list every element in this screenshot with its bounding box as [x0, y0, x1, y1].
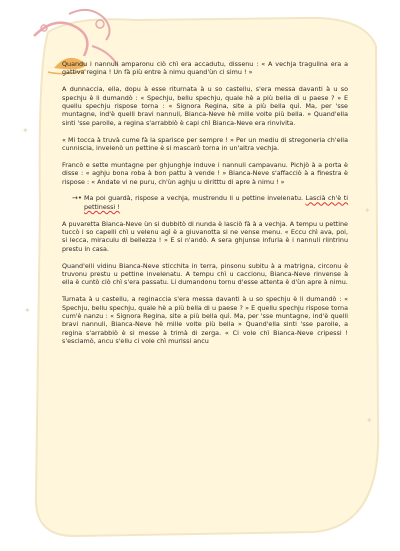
paragraph: Quandu i nannuli amparonu ciò chì era accadutu, dissenu : « A vechja tragulina era a gattiva regina ! Un fà più entre à nimu quand'ùn ci simu ! »: [62, 60, 348, 77]
indented-dialogue-text: Ma poi guardà, rispose a vechja, mustrendu li u pettine invelenatu. Lascià ch'è ti pettinessi !: [84, 194, 348, 211]
star-icon: ✦: [24, 306, 31, 315]
spellcheck-underlined-text: Lascià ch'è ti pettinessi !: [84, 194, 348, 211]
paragraph: A dunnaccia, ella, dopu à esse riturnata à u so castellu, s'era messa davanti à u so spechju è li dumandò : « Spechju, bellu spechju, quale hè a più bella di u paese ? » E quellu spechju rispose torna : « Signora Regina, site a più bella quì. Ma, per 'sse muntagne, ind'è quelli bravi nannuli, Bianca-Neve hè mille volte più bella. » Quand'ella sinti 'sse parolle, a regina s'arrabbiò è capi chì Bianca-Neve era rinvivita.: [62, 85, 348, 127]
indented-dialogue: [72, 194, 348, 211]
paragraph: A puvaretta Bianca-Neve ùn si dubbitò di nunda è lasciò fà à a vechja. A tempu u pettine tuccò i so capelli chì u velenu agì è a giuvanotta si ne vense menu. « Eccu chì ava, poi, si lecca, miraculu di bellezza ! » E si n'andò. A sera ghjunse infuria è i nannuli riintrinu prestu in casa.: [62, 219, 348, 253]
story-text: [62, 60, 348, 346]
star-icon: ✦: [366, 416, 373, 425]
star-icon: ✦: [22, 126, 29, 135]
paragraph: Turnata à u castellu, a reginaccia s'era messa davanti à u so spechju è li dumandò : « Spechju, bellu spechju, quale hè a più bella di u paese ? » E quellu spechju rispose torna cum'è nanzu : « Signora Regina, site a più bella quì. Ma, per 'sse muntagne, ind'è quelli bravi nannuli, Bianca-Neve hè mille volte più bella » Quand'ella sinti 'sse parolle, a regina s'arrabbiò è si messe à trimà di zerga. « Ci vole chì Bianca-Neve cripessi ! s'esclamò, ancu s'ellu ci vole chì murissi ancu: [62, 295, 348, 346]
paragraph: « Mi tocca à truvà cume fà la sparisce per sempre ! » Per un mediu di stregoneria ch'ella cunniscia, invelenò un pettine è si mascarò torna in un'altra vechja.: [62, 135, 348, 153]
star-icon: ✦: [364, 206, 371, 215]
paragraph: Quand'elli vidinu Bianca-Neve sticchita in terra, pinsonu subitu à a matrigna, circonu è truvonu prestu u pettine invelenatu. A tempu chì u caccionu, Bianca-Neve rinvense à ella è cuntò ciò chì s'era passatu. Li dumandonu tornu d'esse attenta è d'ùn apre à nimu.: [62, 261, 348, 287]
arrow-bullet-icon: →•: [72, 194, 82, 203]
paragraph: Francò e sette muntagne per ghjunghje induve i nannuli campavanu. Pichjò à a porta è disse : « aghju bona roba à bon pattu à vende ! » Bianca-Neve s'affacciò à a finestra è rispose : « Andate vi ne puru, ch'ùn aghju u diritttu di apre à nimu ! »: [62, 160, 348, 186]
